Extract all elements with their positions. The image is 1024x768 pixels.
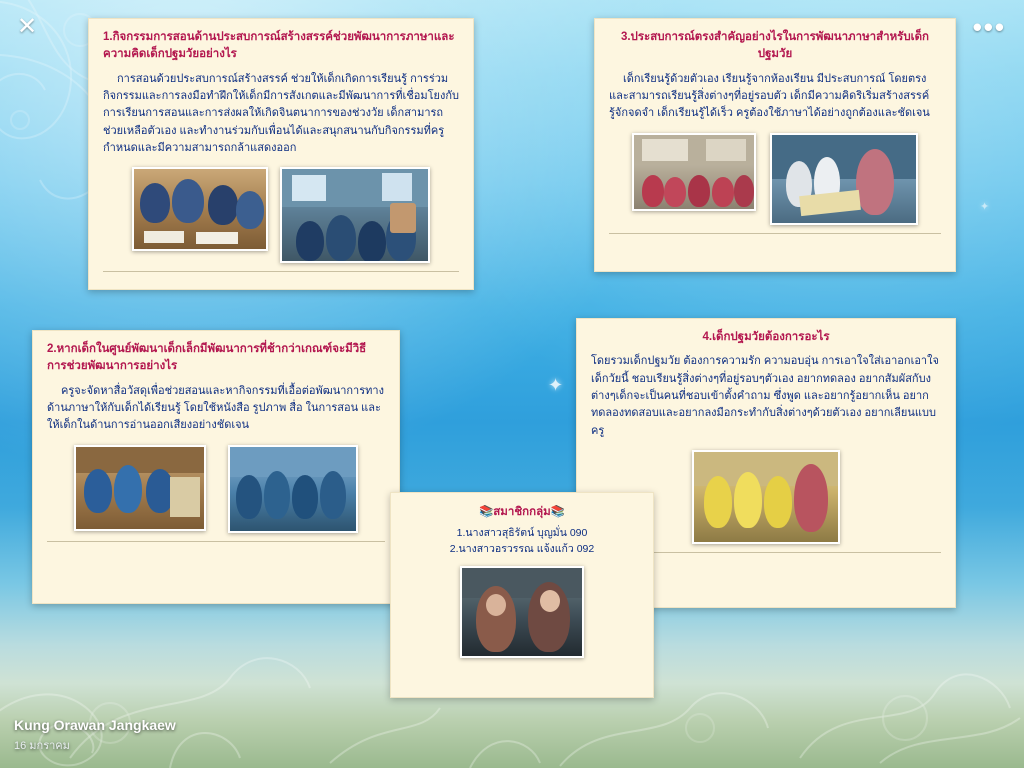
card-2-heading: 3.ประสบการณ์ตรงสำคัญอย่างไรในการพัฒนาภาษาสำหรับเด็กปฐมวัย [620, 31, 930, 61]
card-3-divider [47, 541, 385, 542]
photo-teacher-reading-book[interactable] [770, 133, 918, 225]
card-3-photos [47, 445, 385, 533]
author-name[interactable]: Kung Orawan Jangkaew [14, 717, 176, 733]
card-4-heading: 4.เด็กปฐมวัยต้องการอะไร [702, 331, 830, 343]
sparkle-decoration: ✦ [980, 201, 990, 213]
photo-teacher-and-children-yellow[interactable] [692, 450, 840, 544]
card-2-divider [609, 233, 941, 234]
member-item-1: 1.นางสาวสุธิรัตน์ บุญมั่น 090 [456, 527, 588, 539]
card-1-body: การสอนด้วยประสบการณ์สร้างสรรค์ ช่วยให้เด็กเกิดการเรียนรู้ การร่วมกิจกรรมและการลงมือทำฝึกให้เด็กมีการสังเกตและมีพัฒนาการที่เชื่อมโยงกับการเรียนการสอนและการส่งผลให้เกิดจินตนาการของช่วงวัย เด็กสามารถช่วยเหลือตัวเอง และทำงานร่วมกับเพื่อนได้และสนุกสนานกับกิจกรรมที่ครูกำหนดและมีความสามารถกล้าแสดงออก [103, 72, 459, 154]
card-2-body: เด็กเรียนรู้ด้วยตัวเอง เรียนรู้จากห้องเรียน มีประสบการณ์ โดยตรงและสามารถเรียนรู้สิ่งต่างๆที่อยู่รอบตัว เด็กมีความคิดริเริ่มสร้างสรรค์ รู้จักจดจำ เด็กเรียนรู้ได้เร็ว ครูต้องใช้ภาษาได้อย่างถูกต้องและชัดเจน [609, 72, 930, 120]
photo-two-members-selfie[interactable] [460, 566, 584, 658]
close-icon[interactable]: ✕ [16, 13, 38, 40]
photo-kids-sitting-classroom[interactable] [632, 133, 756, 211]
members-photos [405, 566, 639, 658]
photo-children-group-blue-uniform[interactable] [228, 445, 358, 533]
content-card-2 [594, 18, 956, 272]
sparkle-decoration: ✦ [548, 375, 564, 395]
more-options-icon[interactable]: ••• [972, 12, 1006, 42]
caption [14, 717, 176, 754]
post-date: 16 มกราคม [14, 740, 70, 752]
photo-classroom-group-activity[interactable] [280, 167, 430, 263]
card-1-heading: 1.กิจกรรมการสอนด้านประสบการณ์สร้างสรรค์ช่วยพัฒนาการภาษาและความคิดเด็กปฐมวัยอย่างไร [103, 31, 455, 61]
card-3-body: ครูจะจัดหาสื่อวัสดุเพื่อช่วยสอนและหากิจกรรมที่เอื้อต่อพัฒนาการทางด้านภาษาให้กับเด็กได้เรียนรู้ โดยใช้หนังสือ รูปภาพ สื่อ ในการสอน และให้เด็กในด้านการอ่านออกเสียงอย่างชัดเจน [47, 384, 384, 432]
card-2-photos [609, 133, 941, 225]
members-title: 📚สมาชิกกลุ่ม📚 [478, 506, 566, 518]
card-4-body: โดยรวมเด็กปฐมวัย ต้องการความรัก ความอบอุ่น การเอาใจใส่เอาอกเอาใจ เด็กวัยนี้ ชอบเรียนรู้สิ่งต่างๆที่อยู่รอบๆตัวเอง อยากทดลอง อยากสัมผัสกับงต่างๆเด็กจะเป็นคนที่ชอบเข้าตั้งคำถาม ซึ่งพูด และอยากรู้อยากเห็น อยากทดลองทดสอบและอยากลงมือกระทำกับสิ่งต่างๆด้วยตัวเอง อยากเลียนแบบครู [591, 355, 939, 437]
card-1-photos [103, 167, 459, 263]
content-card-3 [32, 330, 400, 604]
photo-children-floor-activity[interactable] [132, 167, 268, 251]
card-1-divider [103, 271, 459, 272]
photo-children-table-learning[interactable] [74, 445, 206, 531]
member-item-2: 2.นางสาวอรวรรณ แจ้งแก้ว 092 [449, 543, 595, 556]
members-card [390, 492, 654, 698]
content-card-1 [88, 18, 474, 290]
card-3-heading: 2.หากเด็กในศูนย์พัฒนาเด็กเล็กมีพัฒนาการที่ช้ากว่าเกณฑ์จะมีวิธีการช่วยพัฒนาการอย่างไร [47, 343, 367, 373]
